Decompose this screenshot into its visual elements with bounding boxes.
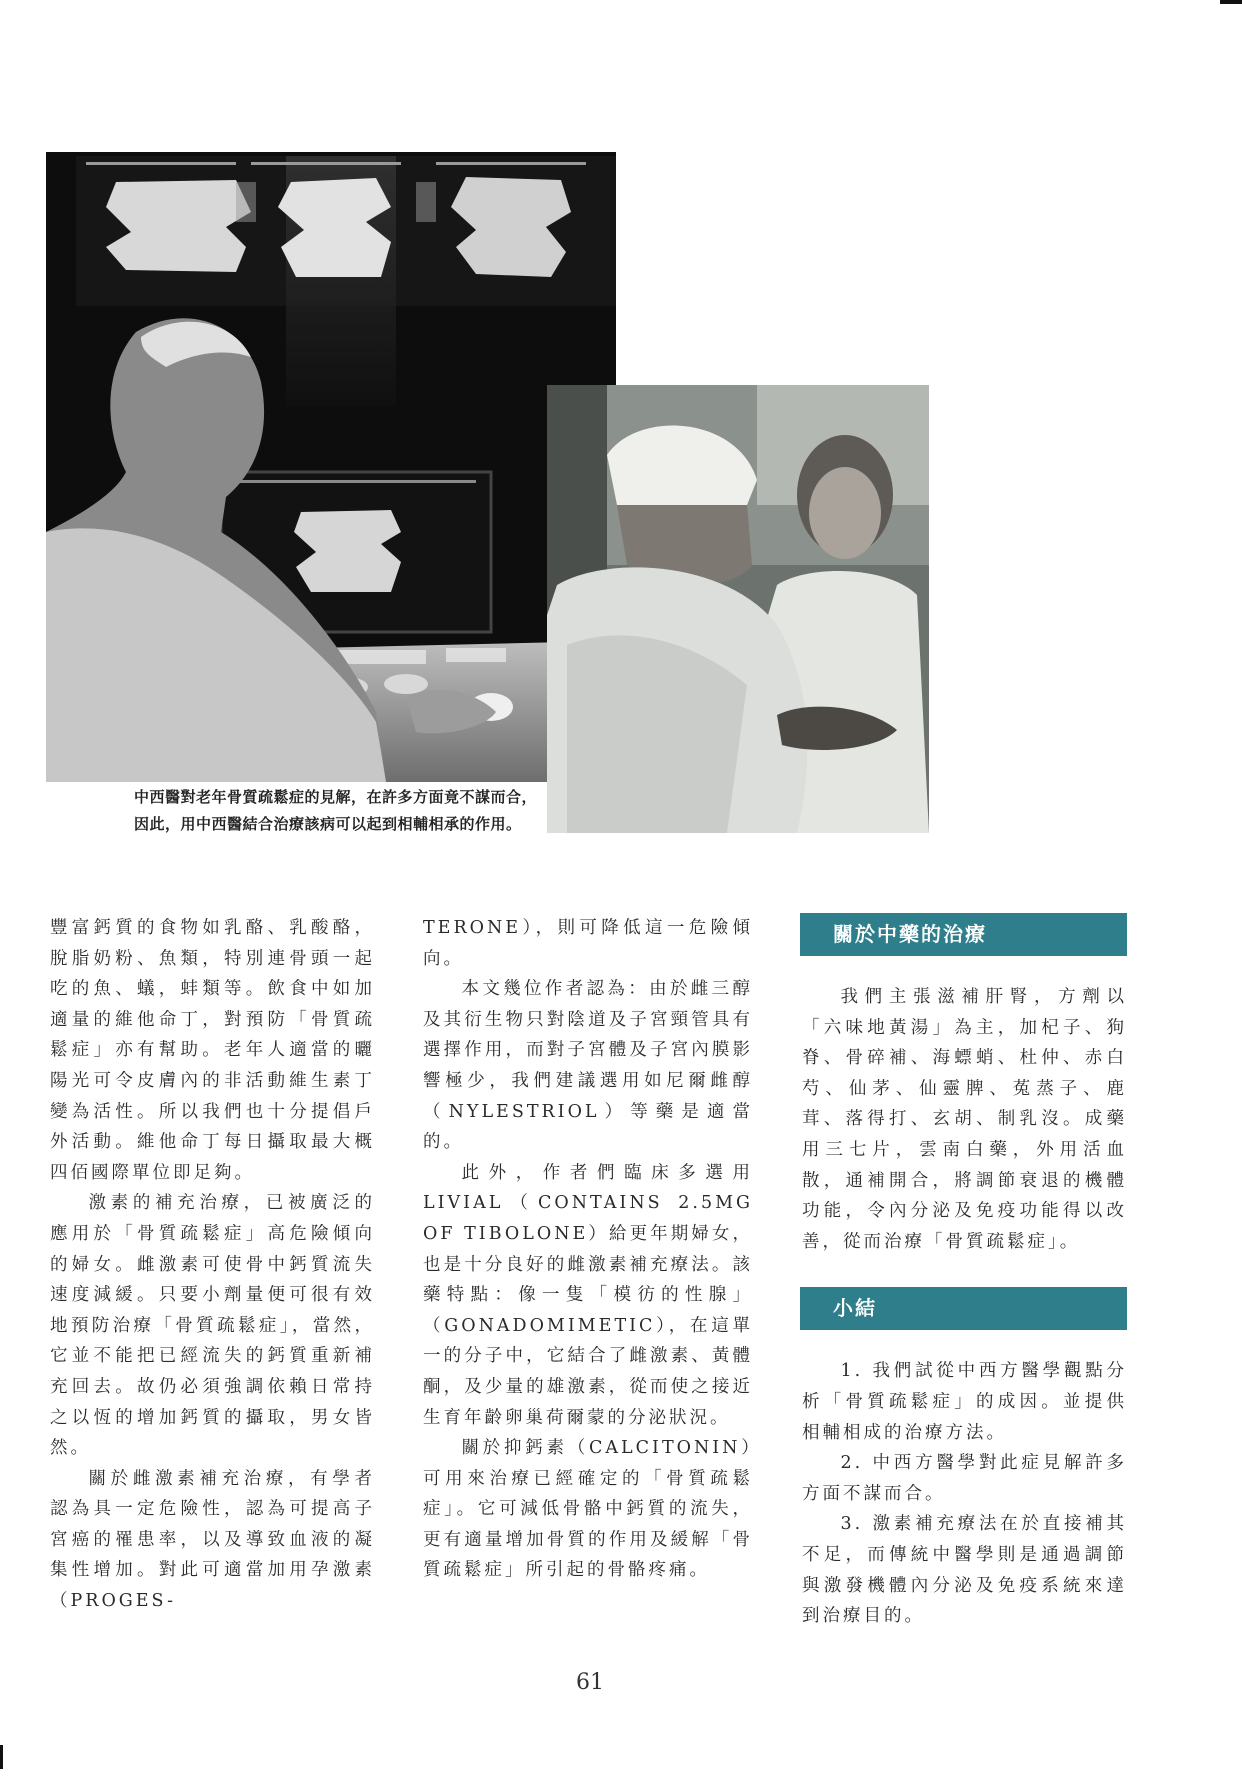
summary-item: 1. 我們試從中西方醫學觀點分析「骨質疏鬆症」的成因。並提供相輔相成的治療方法。 bbox=[802, 1361, 1127, 1443]
paragraph: 豐富鈣質的食物如乳酪、乳酸酪，脫脂奶粉、魚類，特別連骨頭一起吃的魚、蟻，蚌類等。飲食中如加適量的維他命丁，對預防「骨質疏鬆症」亦有幫助。老年人適當的曬陽光可令皮膚內的非活動維生素丁變為活性。所以我們也十分提倡戶外活動。維他命丁每日攝取最大概四佰國際單位即足夠。 bbox=[50, 918, 375, 1183]
crop-mark-top-right bbox=[1220, 0, 1242, 4]
page-number: 61 bbox=[576, 1670, 604, 1695]
paragraph: 此外，作者們臨床多選用LIVIAL（CONTAINS 2.5MG OF TIBOLONE）給更年期婦女，也是十分良好的雌激素補充療法。該藥特點：像一隻「模彷的性腺」（GONADOMIMETIC），在這單一的分子中，它結合了雌激素、黃體酮，及少量的雄激素，從而使之接近生育年齡卵巢荷爾蒙的分泌狀況。 bbox=[423, 1162, 753, 1428]
photo-doctor-viewing-spine-scans bbox=[46, 152, 616, 782]
summary-item: 2. 中西方醫學對此症見解許多方面不謀而合。 bbox=[802, 1453, 1127, 1504]
text-column-2 bbox=[423, 913, 753, 1586]
section-body-summary bbox=[802, 1356, 1127, 1631]
section-heading-chinese-medicine: 關於中藥的治療 bbox=[800, 913, 1127, 956]
paragraph: 我們主張滋補肝腎，方劑以「六味地黃湯」為主，加杞子、狗脊、骨碎補、海螵蛸、杜仲、赤白芍、仙茅、仙靈脾、菟蒸子、鹿茸、落得打、玄胡、制乳沒。成藥用三七片，雲南白藥，外用活血散，通補開合，將調節衰退的機體功能，令內分泌及免疫功能得以改善，從而治療「骨質疏鬆症」。 bbox=[802, 987, 1127, 1252]
paragraph: 激素的補充治療，已被廣泛的應用於「骨質疏鬆症」高危險傾向的婦女。雌激素可使骨中鈣質流失速度減緩。只要小劑量便可很有效地預防治療「骨質疏鬆症」，當然，它並不能把已經流失的鈣質重新補充回去。故仍必須強調依賴日常持之以恆的增加鈣質的攝取，男女皆然。 bbox=[50, 1193, 375, 1459]
section-body-chinese-medicine bbox=[802, 982, 1127, 1257]
text-column-3 bbox=[802, 913, 1127, 1632]
text-column-1 bbox=[50, 913, 375, 1617]
paragraph: 關於抑鈣素（CALCITONIN）可用來治療已經確定的「骨質疏鬆症」。它可減低骨骼中鈣質的流失，更有適量增加骨質的作用及緩解「骨質疏鬆症」所引起的骨骼疼痛。 bbox=[423, 1438, 753, 1581]
photo-caption: 中西醫對老年骨質疏鬆症的見解，在許多方面竟不謀而合，因此，用中西醫結合治療該病可以起到相輔相承的作用。 bbox=[134, 788, 538, 833]
paragraph: 本文幾位作者認為：由於雌三醇及其衍生物只對陰道及子宮頸管具有選擇作用，而對子宮體及子宮內膜影響極少，我們建議選用如尼爾雌醇（NYLESTRIOL）等藥是適當的。 bbox=[423, 979, 753, 1153]
photo-doctor-consulting-patient bbox=[547, 385, 929, 833]
paragraph: 關於雌激素補充治療，有學者認為具一定危險性，認為可提高子宮癌的罹患率，以及導致血液的凝集性增加。對此可適當加用孕激素（PROGES- bbox=[50, 1468, 375, 1612]
summary-item: 3. 激素補充療法在於直接補其不足，而傳統中醫學則是通過調節與激發機體內分泌及免疫系統來達到治療目的。 bbox=[802, 1514, 1127, 1627]
section-summary bbox=[802, 1287, 1127, 1631]
paragraph: TERONE），則可降低這一危險傾向。 bbox=[423, 918, 753, 969]
crop-mark-bottom-left bbox=[0, 1745, 3, 1769]
section-heading-summary: 小結 bbox=[800, 1287, 1127, 1330]
